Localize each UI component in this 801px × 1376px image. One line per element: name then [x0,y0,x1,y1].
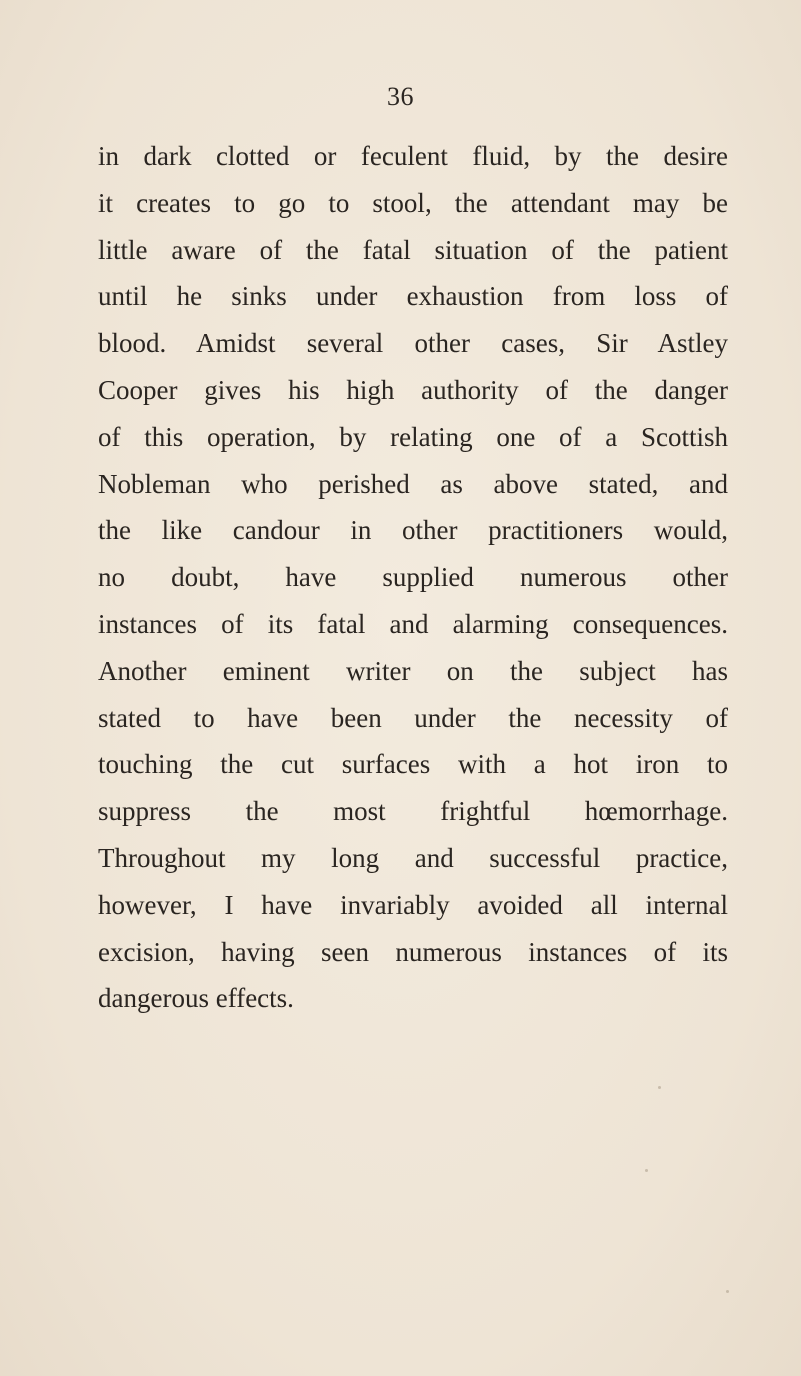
text-line: stated to have been under the necessity of [98,702,728,733]
page-number: 36 [387,82,414,111]
text-line: Cooper gives his high authority of the danger [98,374,728,405]
text-line: excision, having seen numerous instances of its [98,936,728,967]
text-line: suppress the most frightful hœmorrhage. [98,796,728,827]
text-line: however, I have invariably avoided all internal [98,889,728,920]
text-line: blood. Amidst several other cases, Sir Astley [98,328,728,359]
paper-speck [645,1169,648,1172]
text-line: of this operation, by relating one of a Scottish [98,421,728,452]
text-line: in dark clotted or feculent fluid, by the desire [98,141,728,171]
text-line: Another eminent writer on the subject has [98,655,728,686]
text-line: little aware of the fatal situation of the patient [98,234,728,265]
text-line: touching the cut surfaces with a hot iron to [98,749,728,780]
text-line: Nobleman who perished as above stated, and [98,468,728,499]
text-line: no doubt, have supplied numerous other [98,562,728,593]
text-line: the like candour in other practitioners would, [98,515,728,546]
paper-speck [726,1290,729,1293]
text-line: Throughout my long and successful practice, [98,842,728,873]
text-line: until he sinks under exhaustion from loss of [98,281,728,312]
text-line: it creates to go to stool, the attendant may be [98,187,728,218]
text-line-last: dangerous effects. [98,983,294,1014]
body-text [98,133,728,1022]
paper-speck [658,1086,661,1089]
text-line: instances of its fatal and alarming consequences. [98,608,728,639]
